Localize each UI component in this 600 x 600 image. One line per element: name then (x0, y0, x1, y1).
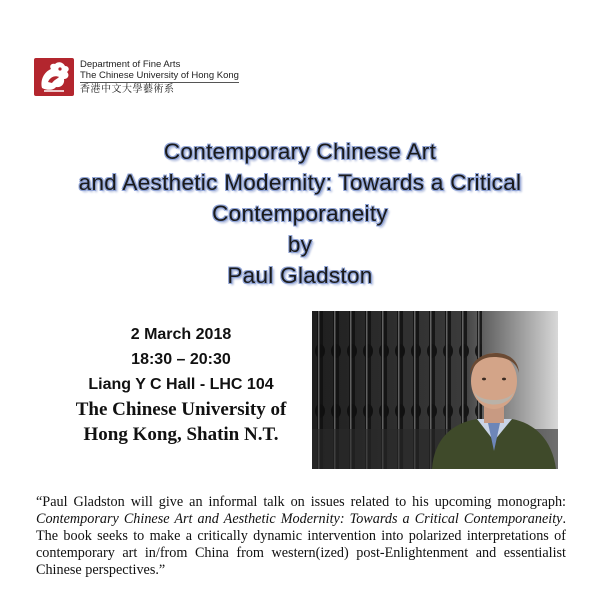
quote-book-title: Contemporary Chinese Art and Aesthetic Modernity: Towards a Critical Contemporaneity (36, 511, 563, 527)
talk-title (0, 136, 600, 291)
department-name-chinese: 香港中文大學藝術系 (80, 84, 175, 95)
title-line-2: and Aesthetic Modernity: Towards a Critical (78, 170, 522, 195)
title-line-1: Contemporary Chinese Art (163, 139, 437, 164)
event-time: 18:30 – 20:30 (131, 351, 231, 368)
event-institution-line1: The Chinese University of (75, 399, 287, 420)
department-logo (34, 58, 264, 102)
title-by: by (287, 232, 313, 257)
speaker-name: Paul Gladston (227, 263, 373, 288)
department-name: Department of Fine Arts (80, 59, 181, 70)
event-date: 2 March 2018 (130, 326, 232, 343)
dragon-emblem-icon (34, 58, 74, 96)
quote-text-part2: . The book seeks to make a critically dynamic intervention into polarized interpretations of contemporary art in/from China from western(ized) post-Enlightenment and essentialist Chinese perspectives.” (36, 511, 566, 578)
event-venue: Liang Y C Hall - LHC 104 (88, 376, 274, 393)
event-institution-line2: Hong Kong, Shatin N.T. (83, 424, 279, 445)
talk-description (36, 494, 566, 579)
title-line-3: Contemporaneity (212, 201, 388, 226)
speaker-photo (312, 311, 558, 469)
event-details (56, 322, 306, 447)
quote-text-part1: “Paul Gladston will give an informal talk on issues related to his upcoming monograph: (36, 494, 566, 510)
university-name: The Chinese University of Hong Kong (80, 70, 239, 81)
